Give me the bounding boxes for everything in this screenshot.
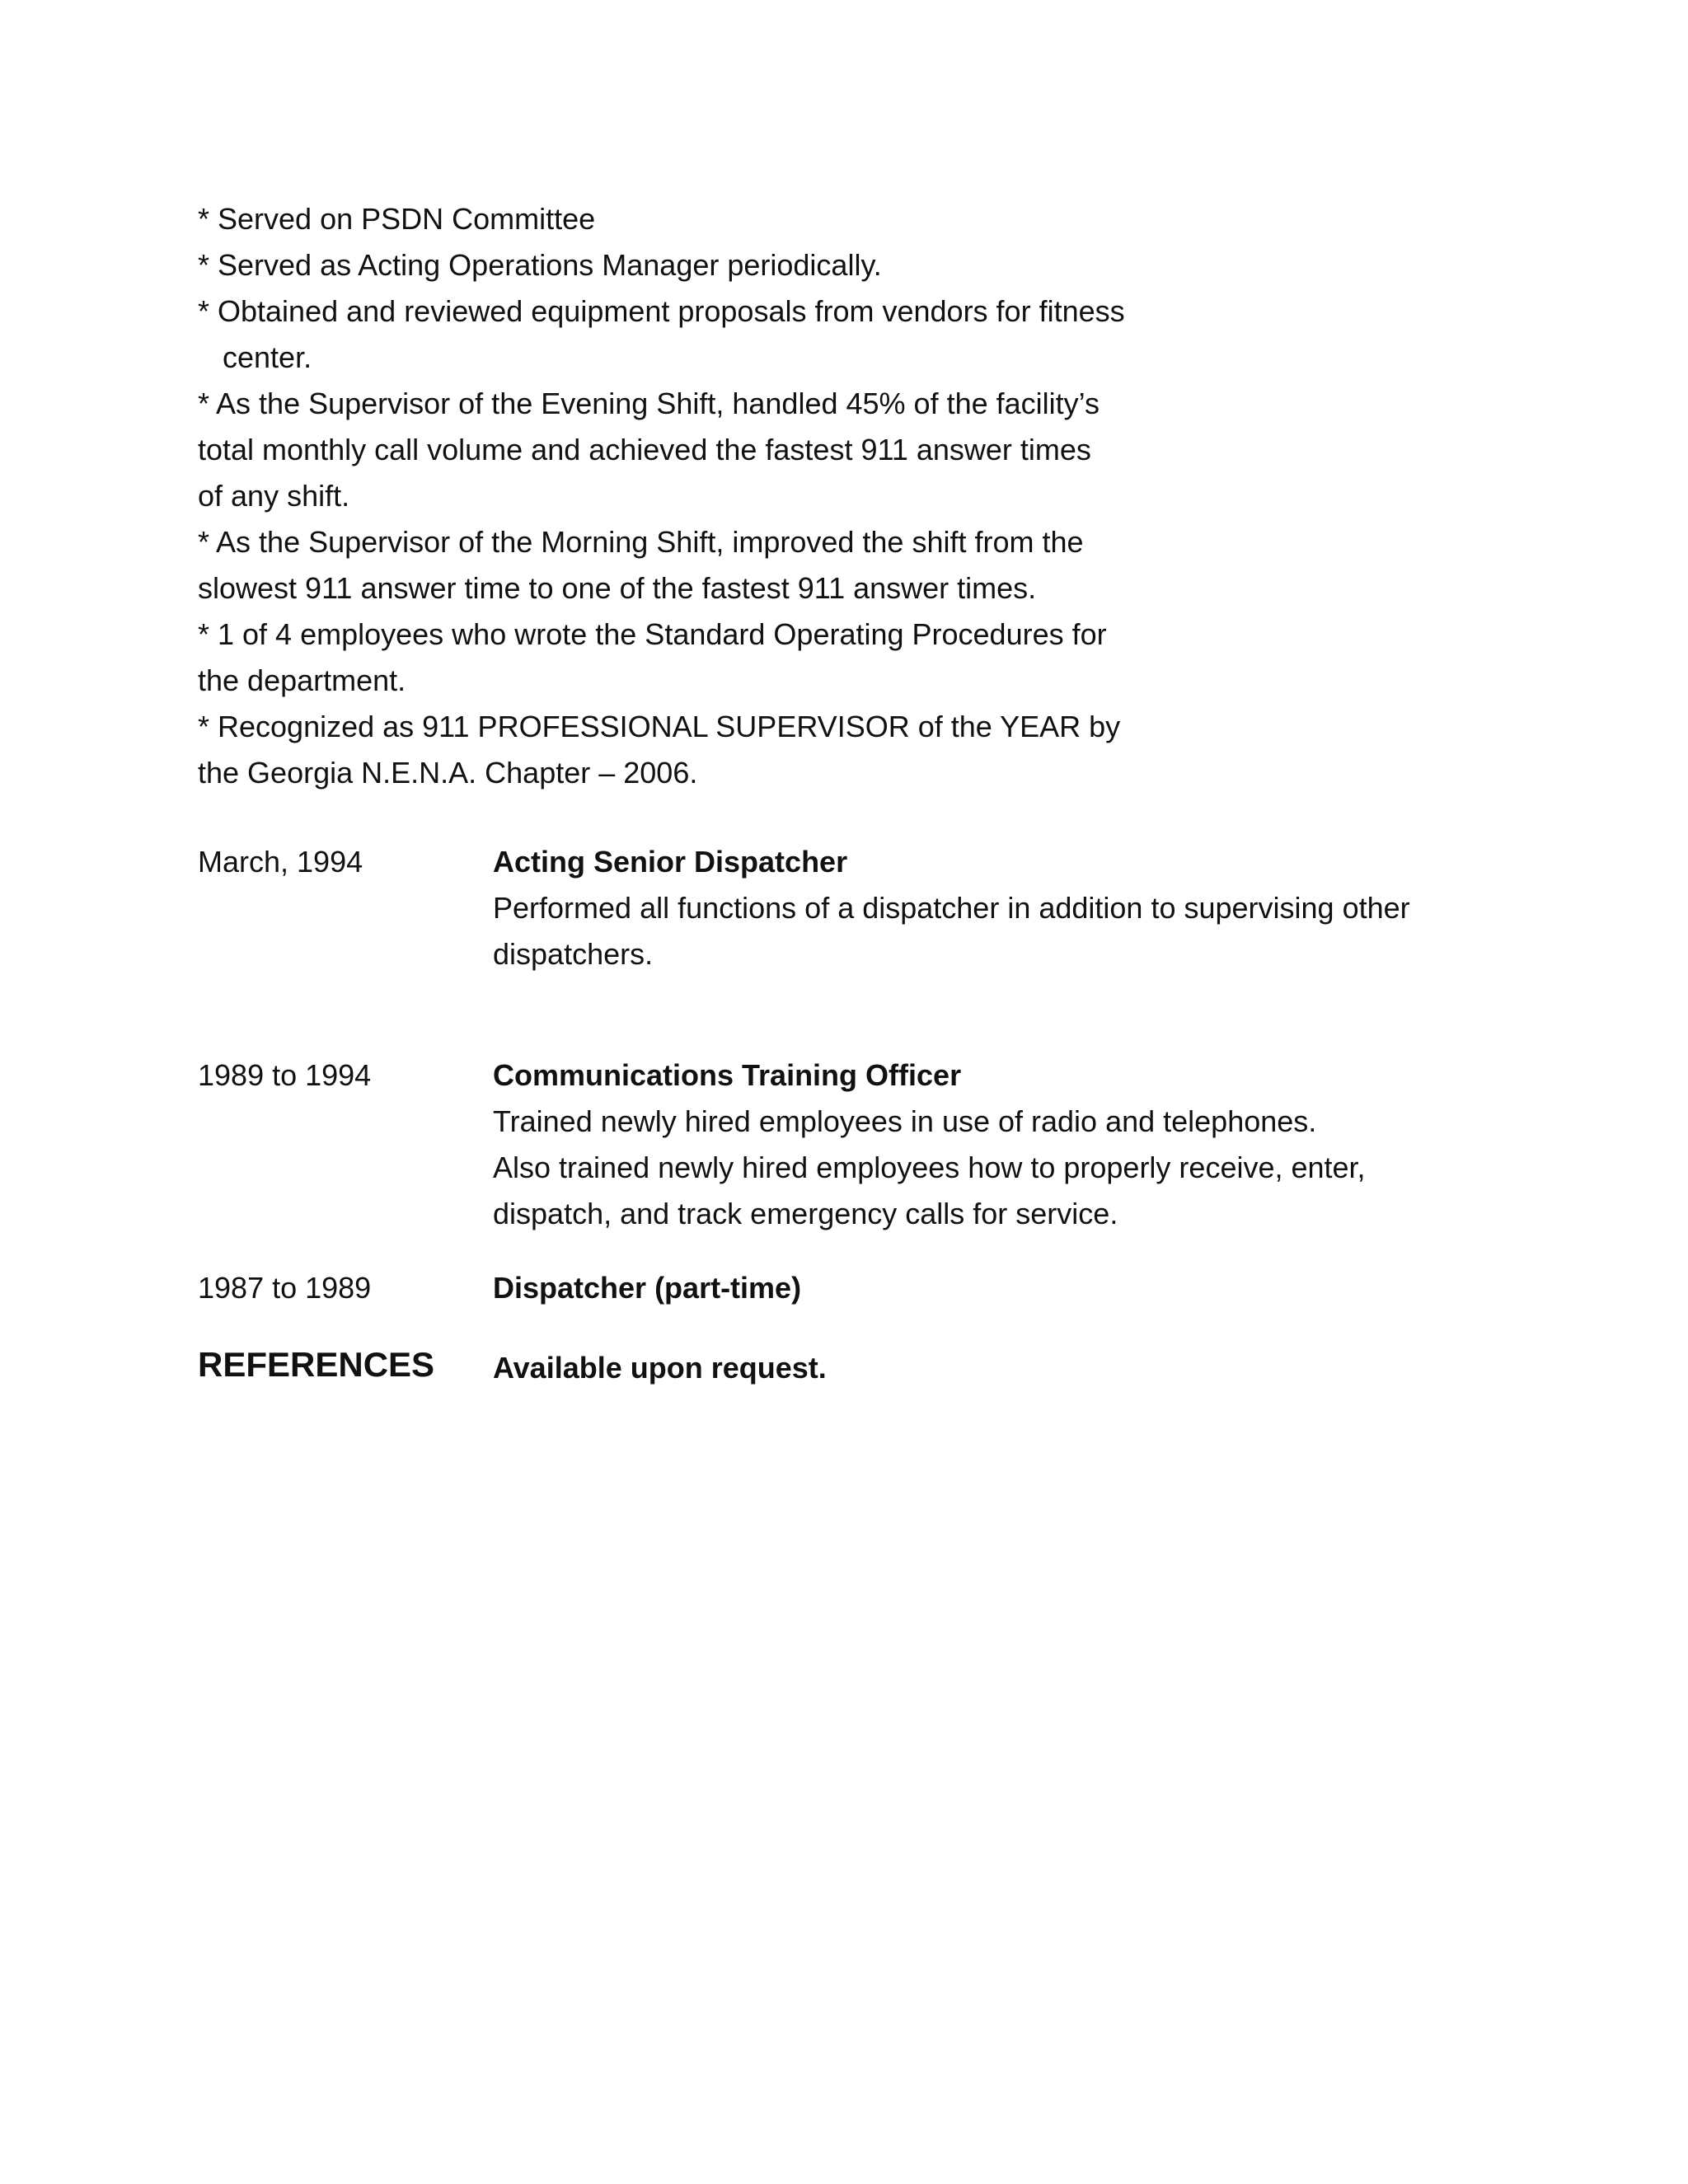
list-item [198,612,1212,704]
list-item-line: the department. [198,663,406,697]
list-item-line: * Obtained and reviewed equipment proposals from vendors for fitness [198,294,1125,328]
position-description-line: Trained newly hired employees in use of radio and telephones. [493,1104,1317,1138]
position-entry-dispatcher [198,1265,1500,1311]
list-item-line: * As the Supervisor of the Morning Shift, improved the shift from the [198,525,1084,559]
position-description-line: dispatch, and track emergency calls for service. [493,1197,1118,1230]
position-date: 1987 to 1989 [198,1271,372,1305]
list-item [198,704,1212,796]
list-item-line: * 1 of 4 employees who wrote the Standard Operating Procedures for [198,617,1107,651]
accomplishments-list [198,196,1212,796]
list-item [198,242,1212,288]
references-value: Available upon request. [493,1351,827,1385]
list-item [198,196,1212,242]
list-item-line: slowest 911 answer time to one of the fastest 911 answer times. [198,571,1037,605]
list-item-line: * Served on PSDN Committee [198,202,596,236]
position-description-line: dispatchers. [493,937,654,971]
position-date: March, 1994 [198,845,363,879]
list-item-line: * As the Supervisor of the Evening Shift, handled 45% of the facility’s [198,387,1100,420]
references-heading: REFERENCES [198,1345,435,1384]
position-entry-communications-training-officer [198,1052,1500,1237]
list-item [198,519,1212,612]
list-item-line: total monthly call volume and achieved the fastest 911 answer times [198,433,1091,466]
list-item-line: the Georgia N.E.N.A. Chapter – 2006. [198,756,698,790]
position-title: Acting Senior Dispatcher [493,845,848,879]
list-item-line: * Recognized as 911 PROFESSIONAL SUPERVISOR of the YEAR by [198,710,1121,743]
list-item-line: of any shift. [198,479,350,513]
list-item [198,381,1212,519]
position-description-line: Performed all functions of a dispatcher in addition to supervising other [493,891,1410,925]
position-date: 1989 to 1994 [198,1058,372,1092]
position-entry-acting-senior-dispatcher [198,839,1500,977]
list-item [198,288,1212,381]
position-description-line: Also trained newly hired employees how to properly receive, enter, [493,1151,1366,1184]
references-section [198,1345,1500,1391]
list-item-line: center. [223,340,312,374]
list-item-line: * Served as Acting Operations Manager periodically. [198,248,882,282]
position-title: Dispatcher (part-time) [493,1271,802,1305]
position-title: Communications Training Officer [493,1058,962,1092]
